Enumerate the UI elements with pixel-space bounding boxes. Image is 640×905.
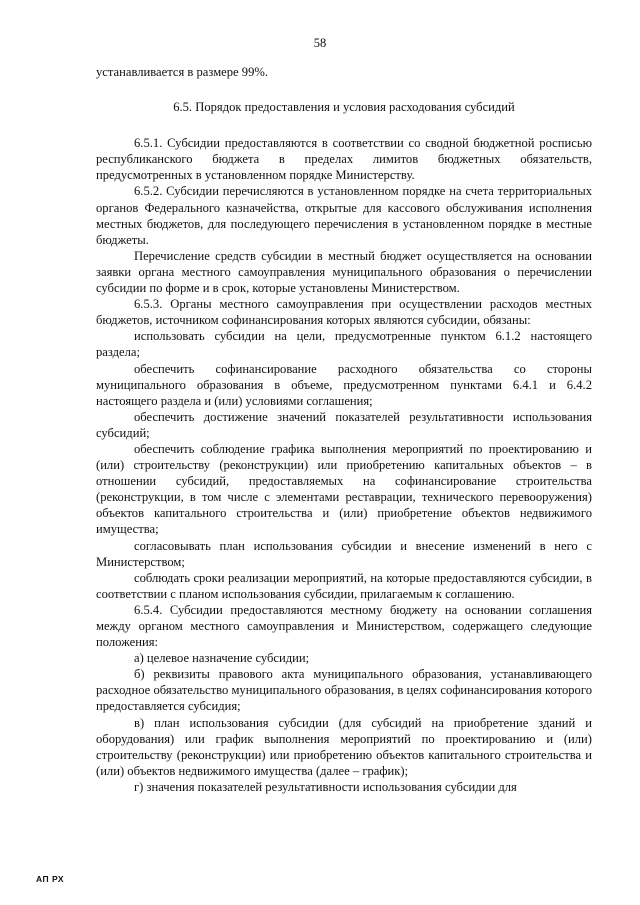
paragraph-6-5-4: 6.5.4. Субсидии предоставляются местному бюджету на основании соглашения между органом местного самоуправления и Министерством, содержащего следующие положения: [96, 602, 592, 650]
provision-item: в) план использования субсидии (для субсидий на приобретение зданий и оборудования) или график выполнения мероприятий по проектированию и (или) строительству (реконструкции) или приобретению объектов капитального строительства и (или) объектов недвижимого имущества (далее – график); [96, 715, 592, 778]
paragraph-6-5-2: 6.5.2. Субсидии перечисляются в установленном порядке на счета территориальных органов Федерального казначейства, открытые для кассового обслуживания исполнения местных бюджетов, для последующего перечисления в установленном порядке в местные бюджеты. [96, 184, 592, 247]
provision-item: а) целевое назначение субсидии; [134, 651, 310, 666]
page-number: 58 [313, 36, 327, 50]
section-heading: 6.5. Порядок предоставления и условия расходования субсидий [173, 100, 515, 115]
paragraph-transfer: Перечисление средств субсидии в местный бюджет осуществляется на основании заявки органа местного самоуправления муниципального образования о перечислении субсидии по форме и в срок, которые установлены Министерством. [96, 248, 592, 296]
lead-line: устанавливается в размере 99%. [96, 65, 269, 79]
document-body [96, 64, 592, 795]
obligation-item: соблюдать сроки реализации мероприятий, на которые предоставляются субсидии, в соответствии с планом использования субсидии, прилагаемым к соглашению. [96, 570, 592, 601]
obligation-item: обеспечить софинансирование расходного обязательства со стороны муниципального образования в объеме, предусмотренном пунктами 6.4.1 и 6.4.2 настоящего раздела и (или) условиями соглашения; [96, 361, 592, 408]
provision-item: г) значения показателей результативности использования субсидии для [134, 779, 517, 794]
obligation-item: обеспечить достижение значений показателей результативности использования субсидий; [96, 409, 592, 440]
provision-item: б) реквизиты правового акта муниципального образования, устанавливающего расходное обязательство муниципального образования, в целях софинансирования которого предоставляется субсидия; [96, 667, 592, 714]
obligation-item: использовать субсидии на цели, предусмотренные пунктом 6.1.2 настоящего раздела; [96, 329, 592, 360]
paragraph-6-5-1: 6.5.1. Субсидии предоставляются в соответствии со сводной бюджетной росписью республиканского бюджета в пределах лимитов бюджетных обязательств, предусмотренных в установленном порядке Министерству. [96, 136, 592, 183]
footer-mark: АП РХ [36, 874, 65, 884]
obligation-item: обеспечить соблюдение графика выполнения мероприятий по проектированию и (или) строительству (реконструкции) или приобретению капитальных объектов – в отношении субсидий, предоставляемых на софинансирование строительства (реконструкции, в том числе с элементами реставрации, технического перевооружения) объектов капитального строительства и (или) приобретение объектов недвижимого имущества; [96, 441, 592, 537]
paragraph-6-5-3: 6.5.3. Органы местного самоуправления при осуществлении расходов местных бюджетов, источником софинансирования которых являются субсидии, обязаны: [96, 297, 592, 328]
obligation-item: согласовывать план использования субсидии и внесение изменений в него с Министерством; [96, 538, 592, 569]
